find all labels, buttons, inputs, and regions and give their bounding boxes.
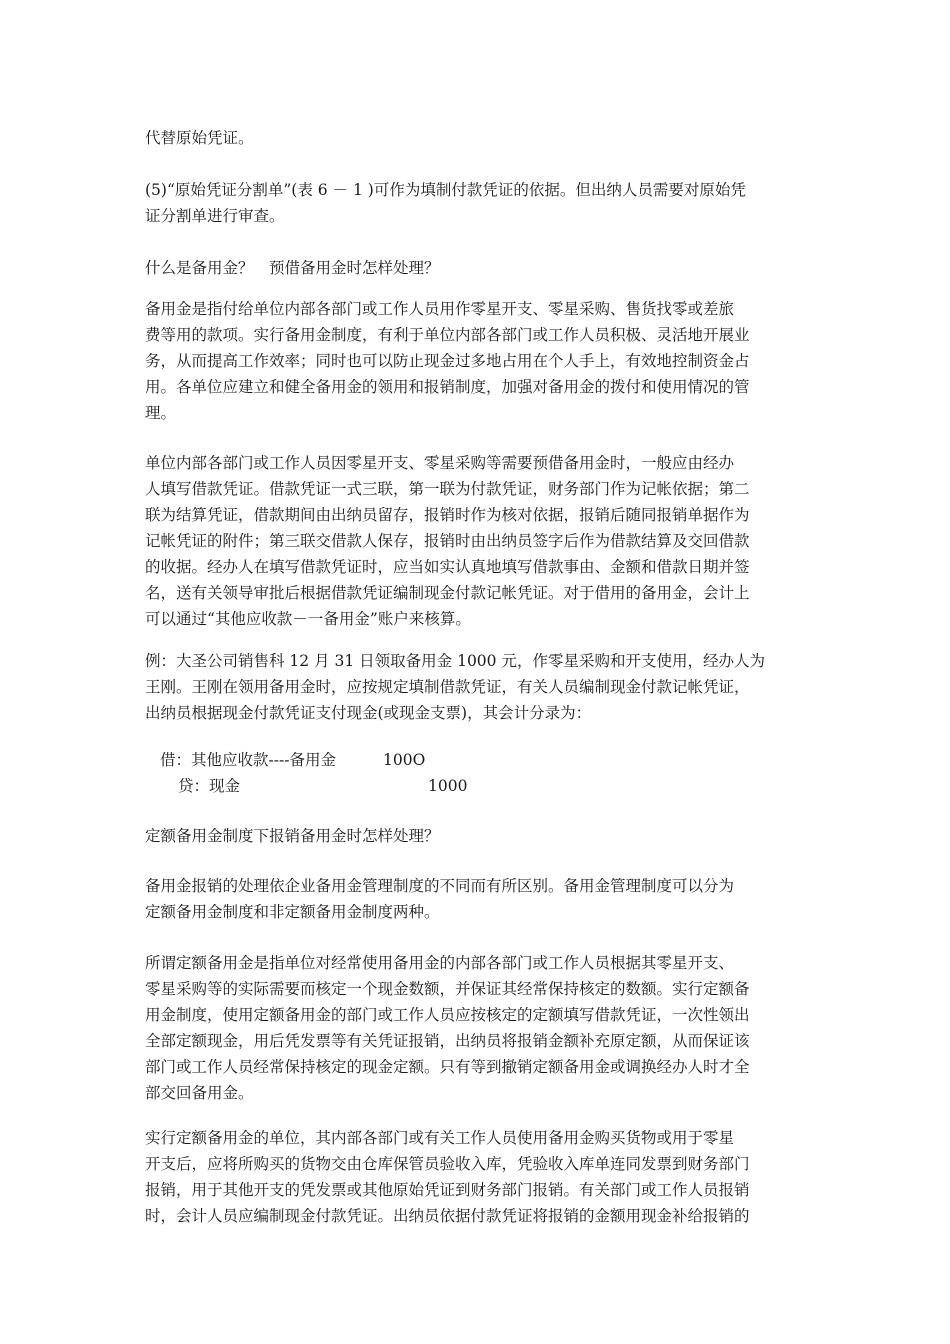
text-line: 证分割单进行审查。 [145, 207, 285, 225]
text-line: 部门或工作人员经常保持核定的现金定额。只有等到撤销定额备用金或调换经办人时才全 [145, 1058, 750, 1076]
paragraph-continuation [145, 125, 807, 151]
text-line: 单位内部各部门或工作人员因零星开支、零星采购等需要预借备用金时，一般应由经办 [145, 454, 735, 472]
text-line: 记帐凭证的附件；第三联交借款人保存，报销时由出纳员签字后作为借款结算及交回借款 [145, 532, 750, 550]
text-line: 的收据。经办人在填写借款凭证时，应当如实认真地填写借款事由、金额和借款日期并签 [145, 558, 750, 576]
text-line: 部交回备用金。 [145, 1084, 254, 1102]
text-line: (5)“原始凭证分割单”(表 6 － 1 )可作为填制付款凭证的依据。但出纳人员需要对原始凭 [145, 181, 746, 199]
paragraph-split-voucher [145, 177, 807, 229]
text-line: 零星采购等的实际需要而核定一个现金数额，并保证其经常保持核定的数额。实行定额备 [145, 980, 750, 998]
paragraph-imprest-definition [145, 296, 807, 426]
text-line: 开支后，应将所购买的货物交由仓库保管员验收入库，凭验收入库单连同发票到财务部门 [145, 1155, 750, 1173]
text-line: 出纳员根据现金付款凭证支付现金(或现金支票)，其会计分录为： [145, 704, 592, 722]
debit-amount: 100O [383, 751, 426, 769]
text-line: 所谓定额备用金是指单位对经常使用备用金的内部各部门或工作人员根据其零星开支、 [145, 954, 735, 972]
text-line: 名，送有关领导审批后根据借款凭证编制现金付款记帐凭证。对于借用的备用金，会计上 [145, 584, 750, 602]
text-line: 代替原始凭证。 [145, 129, 254, 147]
text-line: 人填写借款凭证。借款凭证一式三联，第一联为付款凭证，财务部门作为记帐依据；第二 [145, 480, 750, 498]
section-heading-imprest [145, 255, 807, 281]
text-line: 全部定额现金，用后凭发票等有关凭证报销，出纳员将报销金额补充原定额，从而保证该 [145, 1032, 750, 1050]
text-line: 用金制度，使用定额备用金的部门或工作人员应按核定的定额填写借款凭证，一次性领出 [145, 1006, 750, 1024]
credit-label: 贷：现金 [178, 777, 241, 795]
paragraph-advance-procedure [145, 450, 807, 632]
paragraph-example [145, 648, 807, 726]
credit-amount: 1000 [428, 777, 468, 795]
text-line: 定额备用金制度和非定额备用金制度两种。 [145, 903, 440, 921]
text-line: 用。各单位应建立和健全备用金的领用和报销制度，加强对备用金的拨付和使用情况的管 [145, 378, 750, 396]
paragraph-fixed-imprest-reimbursement [145, 1125, 807, 1229]
text-line: 王刚。王刚在领用备用金时，应按规定填制借款凭证，有关人员编制现金付款记帐凭证， [145, 678, 750, 696]
paragraph-fixed-imprest-definition [145, 950, 807, 1106]
text-line: 实行定额备用金的单位，其内部各部门或有关工作人员使用备用金购买货物或用于零星 [145, 1129, 735, 1147]
text-line: 备用金是指付给单位内部各部门或工作人员用作零星开支、零星采购、售货找零或差旅 [145, 300, 735, 318]
text-line: 报销，用于其他开支的凭发票或其他原始凭证到财务部门报销。有关部门或工作人员报销 [145, 1181, 750, 1199]
paragraph-imprest-systems [145, 873, 807, 925]
debit-label: 借：其他应收款----备用金 [160, 751, 336, 769]
text-line: 时，会计人员应编制现金付款凭证。出纳员依据付款凭证将报销的金额用现金补给报销的 [145, 1207, 750, 1225]
text-line: 定额备用金制度下报销备用金时怎样处理？ [145, 827, 440, 845]
text-line: 务，从而提高工作效率；同时也可以防止现金过多地占用在个人手上，有效地控制资金占 [145, 352, 750, 370]
text-line: 什么是备用金？ 预借备用金时怎样处理？ [145, 259, 440, 277]
text-line: 理。 [145, 404, 177, 422]
text-line: 可以通过“其他应收款－一备用金”账户来核算。 [145, 610, 471, 628]
section-heading-fixed-imprest [145, 823, 807, 849]
text-line: 例：大圣公司销售科 12 月 31 日领取备用金 1000 元，作零星采购和开支使用，经办人为 [145, 652, 765, 670]
text-line: 费等用的款项。实行备用金制度，有利于单位内部各部门或工作人员积极、灵活地开展业 [145, 326, 750, 344]
text-line: 备用金报销的处理依企业备用金管理制度的不同而有所区别。备用金管理制度可以分为 [145, 877, 735, 895]
text-line: 联为结算凭证，借款期间由出纳员留存，报销时作为核对依据，报销后随同报销单据作为 [145, 506, 750, 524]
